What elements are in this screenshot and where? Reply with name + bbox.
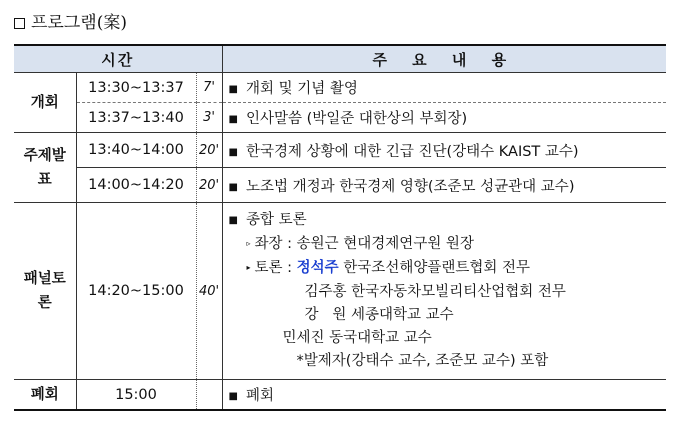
square-bullet-icon: ■ xyxy=(228,215,238,226)
duration-cell: 20' xyxy=(196,168,222,203)
content-text: 노조법 개정과 한국경제 영향(조준모 성균관대 교수) xyxy=(245,178,575,195)
panel-discussants xyxy=(229,257,666,281)
panel-title xyxy=(229,209,666,233)
panel-chair-text: 좌장 : 송원근 현대경제연구원 원장 xyxy=(254,236,474,252)
duration-cell: 3' xyxy=(196,103,222,133)
time-cell: 14:20~15:00 xyxy=(76,203,196,380)
program-title xyxy=(14,10,127,36)
content-cell xyxy=(222,73,666,103)
panel-member: 김주홍 한국자동차모빌리티산업협회 전무 xyxy=(304,284,566,300)
content-cell xyxy=(222,103,666,133)
section-label-line: 론 xyxy=(37,295,52,311)
square-bullet-icon xyxy=(14,18,25,29)
square-bullet-icon: ■ xyxy=(228,146,238,158)
time-cell: 13:37~13:40 xyxy=(76,103,196,133)
program-title-text: 프로그램(案) xyxy=(31,13,127,33)
section-closing: 폐회 xyxy=(14,380,76,411)
time-cell: 15:00 xyxy=(76,380,196,411)
square-bullet-icon: ■ xyxy=(228,84,238,95)
content-text: 개회 및 기념 촬영 xyxy=(245,81,358,97)
section-opening: 개회 xyxy=(14,73,76,133)
panel-chair xyxy=(229,233,666,257)
square-bullet-icon: ■ xyxy=(228,114,238,125)
content-cell xyxy=(222,380,666,411)
time-cell: 14:00~14:20 xyxy=(76,168,196,203)
section-label-line: 주제발 xyxy=(23,147,66,164)
triangle-bullet-icon: ▸ xyxy=(246,263,251,272)
section-label-line: 패널토 xyxy=(23,271,66,287)
panel-member: 강 원 세종대학교 교수 xyxy=(304,307,454,323)
content-text: 폐회 xyxy=(245,388,274,404)
panel-block xyxy=(223,203,666,379)
duration-cell: 20' xyxy=(196,133,222,168)
time-cell: 13:30~13:37 xyxy=(76,73,196,103)
section-panel xyxy=(14,203,76,380)
panel-rest: 한국조선해양플랜트협회 전무 xyxy=(338,260,530,276)
content-text: 한국경제 상황에 대한 긴급 진단(강태수 KAIST 교수) xyxy=(245,143,579,160)
square-bullet-icon: ■ xyxy=(228,181,238,193)
square-bullet-icon: ■ xyxy=(228,391,238,402)
panel-title-text: 종합 토론 xyxy=(245,212,307,228)
header-time: 시간 xyxy=(14,45,222,73)
program-table xyxy=(14,44,666,411)
section-presentation xyxy=(14,133,76,203)
duration-cell xyxy=(196,380,222,411)
duration-cell: 7' xyxy=(196,73,222,103)
section-label-line: 표 xyxy=(37,171,52,188)
content-cell xyxy=(222,168,666,203)
header-content: 주 요 내 용 xyxy=(222,45,666,73)
duration-cell: 40' xyxy=(196,203,222,380)
triangle-bullet-icon: ▹ xyxy=(246,239,251,248)
content-cell xyxy=(222,203,666,380)
content-text: 인사말씀 (박일준 대한상의 부회장) xyxy=(245,111,468,127)
content-cell xyxy=(222,133,666,168)
panel-prefix: 토론 : xyxy=(254,260,297,276)
panel-member: 민세진 동국대학교 교수 xyxy=(282,330,432,346)
time-cell: 13:40~14:00 xyxy=(76,133,196,168)
panel-note: *발제자(강태수 교수, 조준모 교수) 포함 xyxy=(296,353,549,369)
panel-highlight-name: 정석주 xyxy=(296,260,339,276)
